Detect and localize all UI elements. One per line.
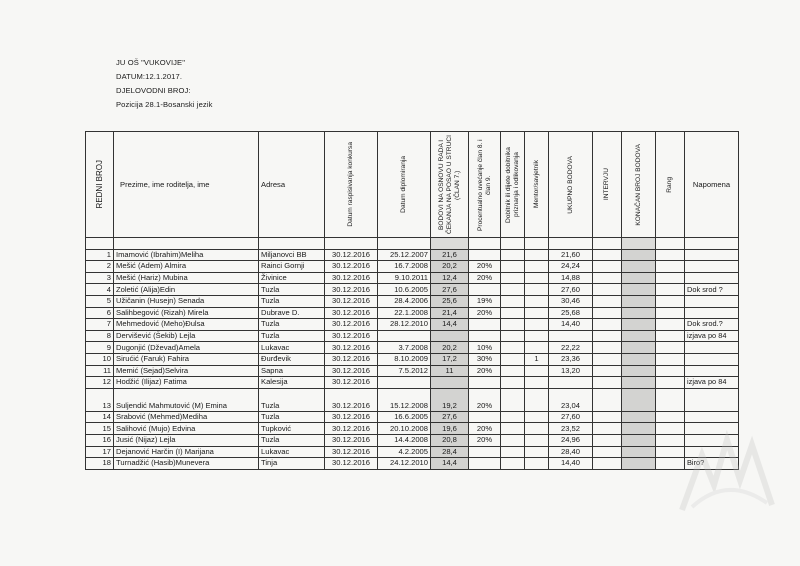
cell-interview bbox=[593, 446, 622, 458]
cell-row-number: 17 bbox=[86, 446, 114, 458]
cell-address: Đurđevik bbox=[259, 353, 325, 365]
cell-work-points: 21,6 bbox=[431, 249, 469, 261]
cell-address: Miljanovci BB bbox=[259, 249, 325, 261]
table-row bbox=[86, 377, 739, 389]
cell-interview bbox=[593, 434, 622, 446]
cell-note bbox=[685, 353, 739, 365]
cell-address: Tuzla bbox=[259, 388, 325, 411]
cell-address: Tuzla bbox=[259, 319, 325, 331]
cell-address: Kalesija bbox=[259, 377, 325, 389]
cell-graduation-date: 14.4.2008 bbox=[378, 434, 431, 446]
table-row bbox=[86, 261, 739, 273]
cell-graduation-date: 24.12.2010 bbox=[378, 458, 431, 470]
cell-note: Dok srod.? bbox=[685, 319, 739, 331]
cell-candidate-name: Mehmedović (Meho)Đulsa bbox=[114, 319, 259, 331]
cell-final-points bbox=[622, 319, 656, 331]
cell-graduation-date: 16.6.2005 bbox=[378, 411, 431, 423]
cell-row-number: 3 bbox=[86, 272, 114, 284]
cell-mentor bbox=[525, 458, 549, 470]
cell-award bbox=[501, 330, 525, 342]
cell-announce-date: 30.12.2016 bbox=[325, 423, 378, 435]
cell-mentor bbox=[525, 319, 549, 331]
cell-announce-date: 30.12.2016 bbox=[325, 388, 378, 411]
cell-total-points: 23,36 bbox=[549, 353, 593, 365]
cell-graduation-date bbox=[378, 330, 431, 342]
cell-announce-date: 30.12.2016 bbox=[325, 261, 378, 273]
cell-note: Biro? bbox=[685, 458, 739, 470]
cell-candidate-name: Dejanović Harčin (I) Marijana bbox=[114, 446, 259, 458]
cell-rank bbox=[656, 249, 685, 261]
cell-candidate-name: Mešić (Hariz) Mubina bbox=[114, 272, 259, 284]
cell-graduation-date: 20.10.2008 bbox=[378, 423, 431, 435]
cell-rank bbox=[656, 319, 685, 331]
cell-candidate-name: Hodžić (Ilijaz) Fatima bbox=[114, 377, 259, 389]
cell-candidate-name: Jusić (Nijaz) Lejla bbox=[114, 434, 259, 446]
table-row bbox=[86, 272, 739, 284]
cell-work-points: 17,2 bbox=[431, 353, 469, 365]
cell-address: Tuzla bbox=[259, 411, 325, 423]
cell-note bbox=[685, 249, 739, 261]
cell-work-points: 12,4 bbox=[431, 272, 469, 284]
cell-candidate-name: Salihbegović (Rizah) Mirela bbox=[114, 307, 259, 319]
cell-announce-date: 30.12.2016 bbox=[325, 446, 378, 458]
cell-graduation-date: 7.5.2012 bbox=[378, 365, 431, 377]
cell-graduation-date: 8.10.2009 bbox=[378, 353, 431, 365]
cell-graduation-date: 16.7.2008 bbox=[378, 261, 431, 273]
cell-announce-date: 30.12.2016 bbox=[325, 342, 378, 354]
cell-address: Tuzla bbox=[259, 284, 325, 296]
watermark-logo bbox=[672, 415, 782, 520]
cell-total-points: 24,96 bbox=[549, 434, 593, 446]
cell-interview bbox=[593, 295, 622, 307]
cell-final-points bbox=[622, 434, 656, 446]
cell-candidate-name: Memić (Sejad)Selvira bbox=[114, 365, 259, 377]
cell-work-points: 20,2 bbox=[431, 261, 469, 273]
cell-announce-date: 30.12.2016 bbox=[325, 353, 378, 365]
cell-interview bbox=[593, 284, 622, 296]
cell-mentor bbox=[525, 377, 549, 389]
cell-address: Rainci Gornji bbox=[259, 261, 325, 273]
cell-total-points: 14,40 bbox=[549, 458, 593, 470]
cell-total-points: 22,22 bbox=[549, 342, 593, 354]
cell-percent-increase: 20% bbox=[469, 272, 501, 284]
cell-mentor bbox=[525, 249, 549, 261]
cell-graduation-date: 28.4.2006 bbox=[378, 295, 431, 307]
cell-total-points: 28,40 bbox=[549, 446, 593, 458]
cell-graduation-date: 4.2.2005 bbox=[378, 446, 431, 458]
cell-award bbox=[501, 261, 525, 273]
cell-percent-increase bbox=[469, 446, 501, 458]
cell-announce-date: 30.12.2016 bbox=[325, 272, 378, 284]
cell-announce-date: 30.12.2016 bbox=[325, 319, 378, 331]
cell-graduation-date: 15.12.2008 bbox=[378, 388, 431, 411]
cell-final-points bbox=[622, 261, 656, 273]
table-row bbox=[86, 342, 739, 354]
cell-percent-increase: 20% bbox=[469, 423, 501, 435]
cell-interview bbox=[593, 353, 622, 365]
table-row bbox=[86, 365, 739, 377]
table-row bbox=[86, 249, 739, 261]
cell-mentor bbox=[525, 388, 549, 411]
cell-interview bbox=[593, 365, 622, 377]
col-header-interview: INTERVJU bbox=[593, 132, 622, 238]
col-header-final-points: KONAČAN BROJ BODOVA bbox=[622, 132, 656, 238]
cell-mentor bbox=[525, 434, 549, 446]
cell-mentor bbox=[525, 307, 549, 319]
cell-final-points bbox=[622, 458, 656, 470]
cell-note bbox=[685, 261, 739, 273]
cell-row-number: 11 bbox=[86, 365, 114, 377]
table-row bbox=[86, 353, 739, 365]
cell-row-number: 1 bbox=[86, 249, 114, 261]
cell-award bbox=[501, 411, 525, 423]
cell-announce-date: 30.12.2016 bbox=[325, 307, 378, 319]
cell-address: Lukavac bbox=[259, 446, 325, 458]
cell-percent-increase: 10% bbox=[469, 342, 501, 354]
cell-total-points: 30,46 bbox=[549, 295, 593, 307]
cell-address: Sapna bbox=[259, 365, 325, 377]
cell-announce-date: 30.12.2016 bbox=[325, 411, 378, 423]
cell-work-points: 11 bbox=[431, 365, 469, 377]
cell-interview bbox=[593, 458, 622, 470]
cell-work-points: 20,8 bbox=[431, 434, 469, 446]
col-header-award: Dobitnik ili dijete dobitnika priznanja i odlikovanja bbox=[501, 132, 525, 238]
cell-percent-increase: 19% bbox=[469, 295, 501, 307]
cell-total-points: 14,40 bbox=[549, 319, 593, 331]
cell-award bbox=[501, 388, 525, 411]
cell-graduation-date: 25.12.2007 bbox=[378, 249, 431, 261]
cell-mentor bbox=[525, 446, 549, 458]
cell-award bbox=[501, 446, 525, 458]
cell-interview bbox=[593, 342, 622, 354]
cell-total-points: 14,88 bbox=[549, 272, 593, 284]
cell-address: Tinja bbox=[259, 458, 325, 470]
cell-work-points: 20,2 bbox=[431, 342, 469, 354]
cell-row-number: 13 bbox=[86, 388, 114, 411]
col-header-no: REDNI BROJ bbox=[86, 132, 114, 238]
cell-row-number: 18 bbox=[86, 458, 114, 470]
ranking-table bbox=[85, 131, 739, 470]
cell-percent-increase bbox=[469, 411, 501, 423]
cell-note bbox=[685, 388, 739, 411]
cell-address: Lukavac bbox=[259, 342, 325, 354]
cell-row-number: 2 bbox=[86, 261, 114, 273]
cell-total-points: 13,20 bbox=[549, 365, 593, 377]
cell-final-points bbox=[622, 342, 656, 354]
cell-final-points bbox=[622, 365, 656, 377]
cell-interview bbox=[593, 423, 622, 435]
cell-announce-date: 30.12.2016 bbox=[325, 284, 378, 296]
cell-mentor bbox=[525, 261, 549, 273]
cell-percent-increase bbox=[469, 284, 501, 296]
cell-award bbox=[501, 295, 525, 307]
cell-note: izjava po 84 bbox=[685, 377, 739, 389]
cell-row-number: 14 bbox=[86, 411, 114, 423]
cell-candidate-name: Imamović (Ibrahim)Meliha bbox=[114, 249, 259, 261]
cell-final-points bbox=[622, 377, 656, 389]
cell-final-points bbox=[622, 330, 656, 342]
cell-row-number: 4 bbox=[86, 284, 114, 296]
cell-work-points bbox=[431, 330, 469, 342]
cell-work-points: 28,4 bbox=[431, 446, 469, 458]
cell-final-points bbox=[622, 295, 656, 307]
cell-final-points bbox=[622, 307, 656, 319]
cell-candidate-name: Salihović (Mujo) Edvina bbox=[114, 423, 259, 435]
table-row bbox=[86, 423, 739, 435]
cell-candidate-name: Dugonjić (Dževad)Amela bbox=[114, 342, 259, 354]
cell-total-points bbox=[549, 330, 593, 342]
cell-graduation-date: 28.12.2010 bbox=[378, 319, 431, 331]
col-header-total: UKUPNO BODOVA bbox=[549, 132, 593, 238]
cell-address: Tuzla bbox=[259, 330, 325, 342]
cell-graduation-date: 3.7.2008 bbox=[378, 342, 431, 354]
cell-final-points bbox=[622, 272, 656, 284]
cell-rank bbox=[656, 330, 685, 342]
cell-mentor bbox=[525, 411, 549, 423]
cell-interview bbox=[593, 249, 622, 261]
cell-address: Tuzla bbox=[259, 434, 325, 446]
cell-percent-increase bbox=[469, 319, 501, 331]
cell-award bbox=[501, 377, 525, 389]
cell-note: izjava po 84 bbox=[685, 330, 739, 342]
table-row bbox=[86, 330, 739, 342]
cell-total-points: 25,68 bbox=[549, 307, 593, 319]
table-row bbox=[86, 446, 739, 458]
cell-mentor bbox=[525, 342, 549, 354]
cell-total-points: 23,52 bbox=[549, 423, 593, 435]
col-header-rank: Rang bbox=[656, 132, 685, 238]
cell-row-number: 15 bbox=[86, 423, 114, 435]
col-header-announce-date: Datum raspisivanja konkursa bbox=[325, 132, 378, 238]
cell-mentor bbox=[525, 365, 549, 377]
cell-address: Živinice bbox=[259, 272, 325, 284]
cell-announce-date: 30.12.2016 bbox=[325, 249, 378, 261]
table-row bbox=[86, 388, 739, 411]
cell-work-points: 14,4 bbox=[431, 319, 469, 331]
cell-work-points: 19,2 bbox=[431, 388, 469, 411]
cell-candidate-name: Užičanin (Husejn) Senada bbox=[114, 295, 259, 307]
cell-note bbox=[685, 307, 739, 319]
cell-announce-date: 30.12.2016 bbox=[325, 365, 378, 377]
table-spacer-row bbox=[86, 238, 739, 250]
cell-address: Dubrave D. bbox=[259, 307, 325, 319]
cell-total-points: 23,04 bbox=[549, 388, 593, 411]
cell-mentor bbox=[525, 295, 549, 307]
cell-work-points: 25,6 bbox=[431, 295, 469, 307]
cell-total-points bbox=[549, 377, 593, 389]
cell-total-points: 24,24 bbox=[549, 261, 593, 273]
cell-mentor bbox=[525, 330, 549, 342]
cell-announce-date: 30.12.2016 bbox=[325, 377, 378, 389]
table-row bbox=[86, 295, 739, 307]
cell-total-points: 27,60 bbox=[549, 411, 593, 423]
cell-work-points bbox=[431, 377, 469, 389]
cell-work-points: 19,6 bbox=[431, 423, 469, 435]
col-header-note: Napomena bbox=[685, 132, 739, 238]
cell-graduation-date: 10.6.2005 bbox=[378, 284, 431, 296]
col-header-mentor: Mentor/savjetnik bbox=[525, 132, 549, 238]
col-header-graduation-date: Datum diplomiranja bbox=[378, 132, 431, 238]
cell-final-points bbox=[622, 388, 656, 411]
cell-row-number: 12 bbox=[86, 377, 114, 389]
cell-row-number: 5 bbox=[86, 295, 114, 307]
cell-final-points bbox=[622, 284, 656, 296]
cell-announce-date: 30.12.2016 bbox=[325, 295, 378, 307]
cell-mentor: 1 bbox=[525, 353, 549, 365]
cell-address: Tuzla bbox=[259, 295, 325, 307]
cell-work-points: 27,6 bbox=[431, 411, 469, 423]
table-row bbox=[86, 458, 739, 470]
cell-rank bbox=[656, 307, 685, 319]
col-header-address: Adresa bbox=[259, 132, 325, 238]
cell-percent-increase bbox=[469, 249, 501, 261]
cell-announce-date: 30.12.2016 bbox=[325, 434, 378, 446]
cell-note bbox=[685, 295, 739, 307]
cell-row-number: 7 bbox=[86, 319, 114, 331]
cell-interview bbox=[593, 411, 622, 423]
cell-interview bbox=[593, 377, 622, 389]
school-name: JU OŠ "VUKOVIJE" bbox=[116, 58, 186, 67]
cell-total-points: 21,60 bbox=[549, 249, 593, 261]
position-title: Pozicija 28.1-Bosanski jezik bbox=[116, 100, 213, 109]
cell-note bbox=[685, 365, 739, 377]
table-header-row bbox=[86, 132, 739, 238]
cell-row-number: 6 bbox=[86, 307, 114, 319]
cell-rank bbox=[656, 342, 685, 354]
cell-percent-increase bbox=[469, 377, 501, 389]
cell-interview bbox=[593, 272, 622, 284]
cell-award bbox=[501, 307, 525, 319]
cell-graduation-date bbox=[378, 377, 431, 389]
cell-row-number: 10 bbox=[86, 353, 114, 365]
cell-percent-increase: 20% bbox=[469, 434, 501, 446]
cell-rank bbox=[656, 388, 685, 411]
cell-graduation-date: 22.1.2008 bbox=[378, 307, 431, 319]
cell-percent-increase: 20% bbox=[469, 365, 501, 377]
cell-rank bbox=[656, 261, 685, 273]
table-row bbox=[86, 434, 739, 446]
cell-row-number: 9 bbox=[86, 342, 114, 354]
col-header-name: Prezime, ime roditelja, ime bbox=[114, 132, 259, 238]
cell-announce-date: 30.12.2016 bbox=[325, 458, 378, 470]
cell-final-points bbox=[622, 249, 656, 261]
cell-award bbox=[501, 342, 525, 354]
document-header bbox=[116, 56, 213, 112]
cell-percent-increase bbox=[469, 458, 501, 470]
cell-interview bbox=[593, 330, 622, 342]
cell-work-points: 21,4 bbox=[431, 307, 469, 319]
cell-mentor bbox=[525, 423, 549, 435]
cell-announce-date: 30.12.2016 bbox=[325, 330, 378, 342]
cell-award bbox=[501, 458, 525, 470]
cell-award bbox=[501, 365, 525, 377]
col-header-work-points: BODOVI NA OSNOVU RADA I ČEKANJA NA POSAO U STRUCI (ČLAN 7.) bbox=[431, 132, 469, 238]
cell-award bbox=[501, 423, 525, 435]
cell-rank bbox=[656, 353, 685, 365]
cell-rank bbox=[656, 272, 685, 284]
cell-final-points bbox=[622, 423, 656, 435]
cell-interview bbox=[593, 388, 622, 411]
cell-rank bbox=[656, 365, 685, 377]
cell-graduation-date: 9.10.2011 bbox=[378, 272, 431, 284]
cell-note bbox=[685, 342, 739, 354]
cell-candidate-name: Srabović (Mehmed)Mediha bbox=[114, 411, 259, 423]
cell-note bbox=[685, 272, 739, 284]
col-header-percent: Procentualno uvećanje član 8. i član 9. bbox=[469, 132, 501, 238]
cell-candidate-name: Turnadžić (Hasib)Munevera bbox=[114, 458, 259, 470]
cell-percent-increase: 20% bbox=[469, 307, 501, 319]
cell-address: Tupković bbox=[259, 423, 325, 435]
cell-interview bbox=[593, 307, 622, 319]
cell-award bbox=[501, 434, 525, 446]
cell-percent-increase: 30% bbox=[469, 353, 501, 365]
cell-work-points: 27,6 bbox=[431, 284, 469, 296]
cell-candidate-name: Zoletić (Alija)Edin bbox=[114, 284, 259, 296]
cell-candidate-name: Dervišević (Šekib) Lejla bbox=[114, 330, 259, 342]
cell-interview bbox=[593, 319, 622, 331]
cell-candidate-name: Mešić (Adem) Almira bbox=[114, 261, 259, 273]
cell-row-number: 16 bbox=[86, 434, 114, 446]
registry-number: DJELOVODNI BROJ: bbox=[116, 86, 191, 95]
cell-work-points: 14,4 bbox=[431, 458, 469, 470]
cell-row-number: 8 bbox=[86, 330, 114, 342]
document-date: DATUM:12.1.2017. bbox=[116, 72, 183, 81]
cell-percent-increase bbox=[469, 330, 501, 342]
cell-final-points bbox=[622, 411, 656, 423]
cell-candidate-name: Suljendić Mahmutović (M) Emina bbox=[114, 388, 259, 411]
cell-rank bbox=[656, 284, 685, 296]
table-row bbox=[86, 307, 739, 319]
cell-percent-increase: 20% bbox=[469, 388, 501, 411]
table-row bbox=[86, 284, 739, 296]
cell-award bbox=[501, 353, 525, 365]
cell-mentor bbox=[525, 284, 549, 296]
cell-rank bbox=[656, 377, 685, 389]
cell-award bbox=[501, 249, 525, 261]
cell-final-points bbox=[622, 353, 656, 365]
cell-interview bbox=[593, 261, 622, 273]
table-row bbox=[86, 411, 739, 423]
cell-award bbox=[501, 284, 525, 296]
cell-award bbox=[501, 319, 525, 331]
cell-mentor bbox=[525, 272, 549, 284]
cell-percent-increase: 20% bbox=[469, 261, 501, 273]
table-row bbox=[86, 319, 739, 331]
cell-rank bbox=[656, 295, 685, 307]
cell-note: Dok srod ? bbox=[685, 284, 739, 296]
cell-candidate-name: Sirućić (Faruk) Fahira bbox=[114, 353, 259, 365]
cell-award bbox=[501, 272, 525, 284]
cell-final-points bbox=[622, 446, 656, 458]
cell-total-points: 27,60 bbox=[549, 284, 593, 296]
